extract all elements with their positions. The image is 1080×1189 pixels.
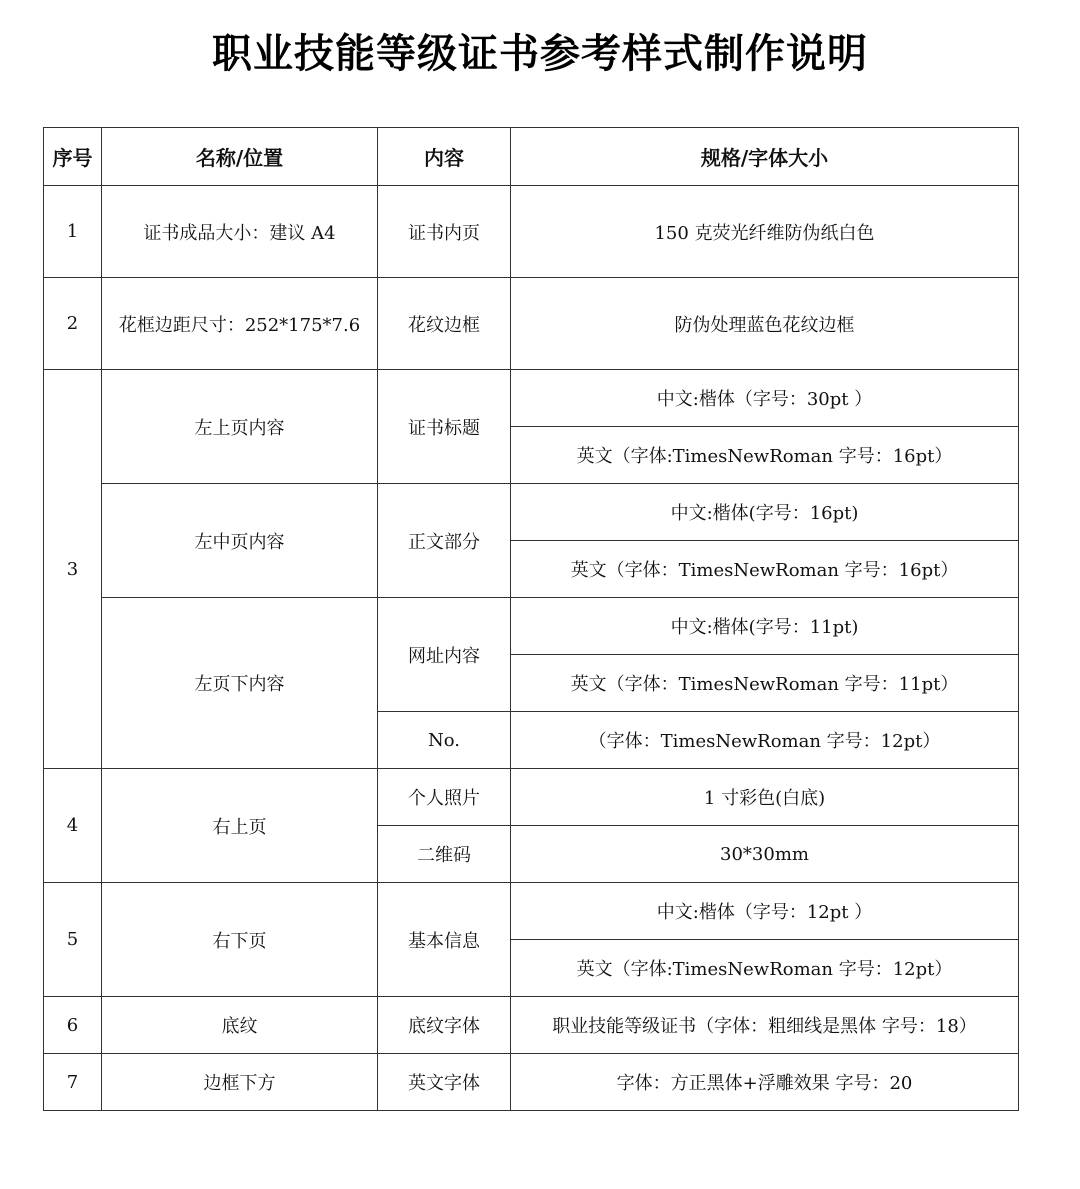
row-name: 边框下方 <box>102 1054 378 1111</box>
table-row <box>44 278 1019 370</box>
table-row <box>44 370 1019 427</box>
table-row <box>44 997 1019 1054</box>
row-content: 个人照片 <box>378 769 511 826</box>
header-name: 名称/位置 <box>102 128 378 186</box>
row-name: 花框边距尺寸：252*175*7.6 <box>102 278 378 370</box>
row-spec: 英文（字体:TimesNewRoman 字号：16pt） <box>511 427 1019 484</box>
row-number: 2 <box>44 278 102 370</box>
row-name: 右下页 <box>102 883 378 997</box>
row-spec: 英文（字体:TimesNewRoman 字号：12pt） <box>511 940 1019 997</box>
row-number: 1 <box>44 186 102 278</box>
row-content: 证书内页 <box>378 186 511 278</box>
row-name: 右上页 <box>102 769 378 883</box>
row-number: 6 <box>44 997 102 1054</box>
row-spec: 中文:楷体（字号：12pt ） <box>511 883 1019 940</box>
header-spec: 规格/字体大小 <box>511 128 1019 186</box>
table-row <box>44 186 1019 278</box>
header-content: 内容 <box>378 128 511 186</box>
row-name: 底纹 <box>102 997 378 1054</box>
row-name: 证书成品大小：建议 A4 <box>102 186 378 278</box>
row-spec: 英文（字体：TimesNewRoman 字号：11pt） <box>511 655 1019 712</box>
row-spec: 30*30mm <box>511 826 1019 883</box>
table-row <box>44 1054 1019 1111</box>
table-row <box>44 484 1019 541</box>
row-number: 4 <box>44 769 102 883</box>
row-content: 英文字体 <box>378 1054 511 1111</box>
row-content: 证书标题 <box>378 370 511 484</box>
row-content: No. <box>378 712 511 769</box>
row-spec: 字体：方正黑体+浮雕效果 字号：20 <box>511 1054 1019 1111</box>
row-spec: 职业技能等级证书（字体：粗细线是黑体 字号：18） <box>511 997 1019 1054</box>
table-row <box>44 883 1019 940</box>
row-content: 花纹边框 <box>378 278 511 370</box>
row-name: 左上页内容 <box>102 370 378 484</box>
table-row <box>44 769 1019 826</box>
row-spec: （字体：TimesNewRoman 字号：12pt） <box>511 712 1019 769</box>
page-title: 职业技能等级证书参考样式制作说明 <box>212 31 868 77</box>
row-spec: 防伪处理蓝色花纹边框 <box>511 278 1019 370</box>
header-no: 序号 <box>44 128 102 186</box>
row-number: 5 <box>44 883 102 997</box>
row-number: 7 <box>44 1054 102 1111</box>
row-content: 二维码 <box>378 826 511 883</box>
row-content: 网址内容 <box>378 598 511 712</box>
row-content: 正文部分 <box>378 484 511 598</box>
row-content: 底纹字体 <box>378 997 511 1054</box>
row-name: 左页下内容 <box>102 598 378 769</box>
row-number: 3 <box>44 370 102 769</box>
table-row <box>44 598 1019 655</box>
row-spec: 中文:楷体(字号：11pt) <box>511 598 1019 655</box>
table-header-row <box>44 128 1019 186</box>
row-spec: 150 克荧光纤维防伪纸白色 <box>511 186 1019 278</box>
spec-table <box>43 127 1019 1111</box>
row-spec: 1 寸彩色(白底) <box>511 769 1019 826</box>
row-name: 左中页内容 <box>102 484 378 598</box>
row-spec: 英文（字体：TimesNewRoman 字号：16pt） <box>511 541 1019 598</box>
row-content: 基本信息 <box>378 883 511 997</box>
row-spec: 中文:楷体（字号：30pt ） <box>511 370 1019 427</box>
row-spec: 中文:楷体(字号：16pt) <box>511 484 1019 541</box>
